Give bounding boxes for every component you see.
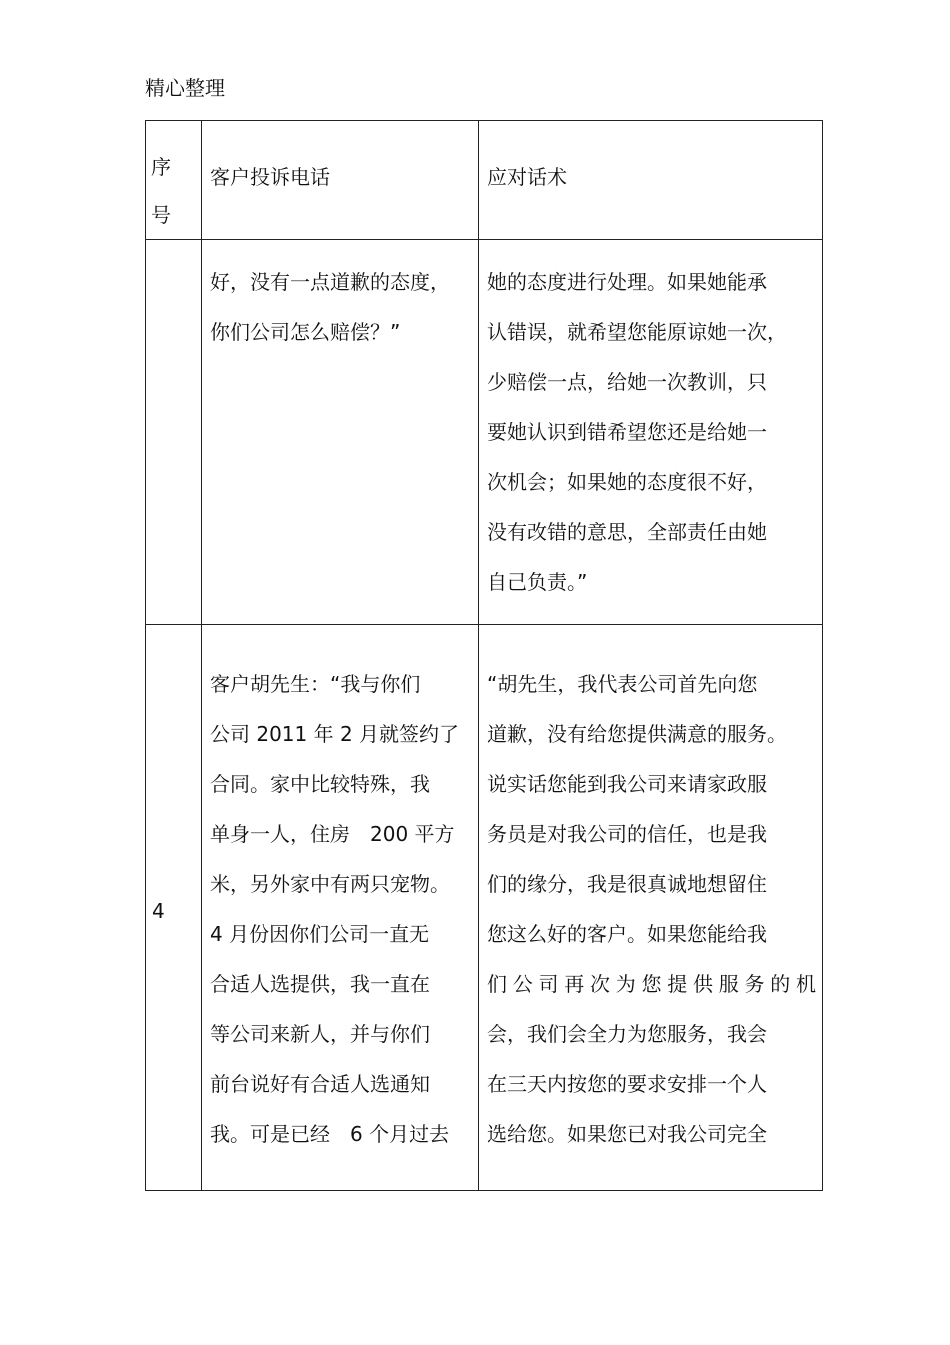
row-number-cell [146,240,202,625]
complaint-response-table [145,120,823,1191]
response-line: 没有改错的意思，全部责任由她 [487,520,767,544]
complaint-cell [202,240,479,625]
response-line: 道歉，没有给您提供满意的服务。 [487,722,787,746]
table-row [146,625,823,1191]
response-line: 她的态度进行处理。如果她能承 [487,270,767,294]
complaint-line: 合适人选提供，我一直在 [210,972,430,996]
complaint-line: 等公司来新人，并与你们 [210,1022,430,1046]
header-number-label-line2: 号 [151,203,171,227]
complaint-line: 4 月份因你们公司一直无 [210,922,430,946]
complaint-line: 米，另外家中有两只宠物。 [210,872,450,896]
complaint-line: 公司 2011 年 2 月就签约了 [210,722,460,746]
response-line: 要她认识到错希望您还是给她一 [487,420,767,444]
response-line: 务员是对我公司的信任，也是我 [487,822,767,846]
response-line: 选给您。如果您已对我公司完全 [487,1122,767,1146]
complaint-line: 单身一人，住房 200 平方 [210,822,455,846]
row-number: 4 [152,898,165,923]
response-line: “胡先生，我代表公司首先向您 [487,672,758,696]
response-line: 在三天内按您的要求安排一个人 [487,1072,767,1096]
header-response-label: 应对话术 [487,165,567,189]
header-complaint-cell [202,121,479,240]
complaint-line: 我。可是已经 6 个月过去 [210,1122,450,1146]
response-line: 认错误，就希望您能原谅她一次， [487,320,787,344]
response-line: 们公司再次为您提供服务的机 [487,972,816,996]
header-number-label-line1: 序 [151,155,171,179]
header-complaint-label: 客户投诉电话 [210,165,330,189]
table-row [146,240,823,625]
header-number-cell [146,121,202,240]
complaint-line: 好，没有一点道歉的态度， [210,270,450,294]
response-line: 少赔偿一点，给她一次教训，只 [487,370,767,394]
response-line: 们的缘分，我是很真诚地想留住 [487,872,767,896]
response-line: 会，我们会全力为您服务，我会 [487,1022,767,1046]
response-line: 您这么好的客户。如果您能给我 [487,922,767,946]
table-header-row [146,121,823,240]
response-line: 次机会；如果她的态度很不好， [487,470,767,494]
complaint-line: 合同。家中比较特殊，我 [210,772,430,796]
row-number-cell [146,625,202,1191]
complaint-line: 你们公司怎么赔偿？” [210,320,401,344]
page-header: 精心整理 [145,76,225,100]
header-response-cell [479,121,823,240]
response-cell [479,625,823,1191]
response-line: 说实话您能到我公司来请家政服 [487,772,767,796]
row-number [146,240,201,257]
response-cell [479,240,823,625]
complaint-line: 客户胡先生：“我与你们 [210,672,421,696]
complaint-line: 前台说好有合适人选通知 [210,1072,430,1096]
complaint-cell [202,625,479,1191]
response-line: 自己负责。” [487,570,588,594]
